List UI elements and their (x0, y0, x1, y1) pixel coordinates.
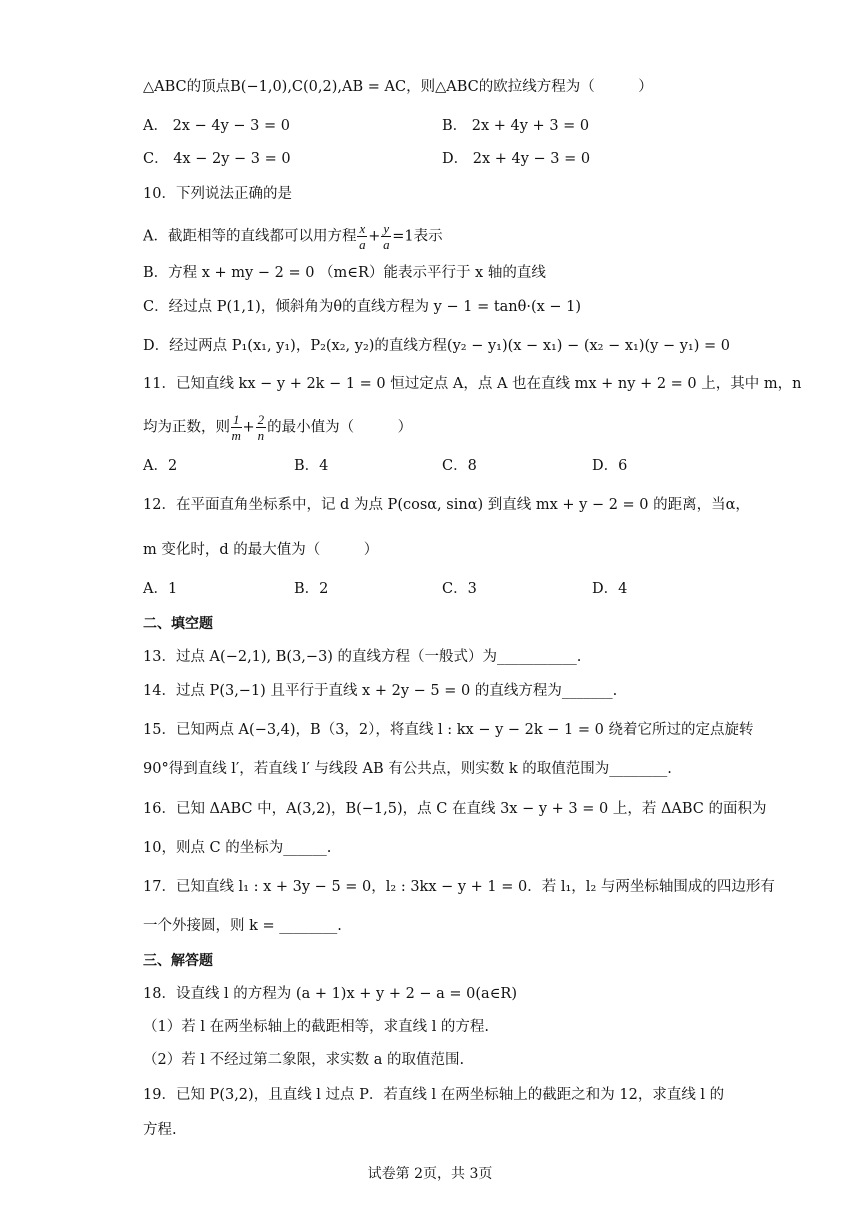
q18-part1: （1）若 l 在两坐标轴上的截距相等，求直线 l 的方程. (143, 1019, 490, 1035)
q9-option-b: B． 2x + 4y + 3 = 0 (442, 118, 590, 134)
section-fill-in-heading: 二、填空题 (143, 616, 213, 632)
q15-line2: 90°得到直线 l′，若直线 l′ 与线段 AB 有公共点，则实数 k 的取值范围为________. (143, 761, 672, 777)
q16-line1: 16．已知 ΔABC 中，A(3,2)，B(−1,5)，点 C 在直线 3x − y + 3 = 0 上，若 ΔABC 的面积为 (143, 801, 767, 817)
q13: 13．过点 A(−2,1), B(3,−3) 的直线方程（一般式）为___________. (143, 649, 582, 665)
q11-option-a: A．2 (143, 458, 178, 474)
q12-option-b: B．2 (294, 581, 329, 597)
q17-line2: 一个外接圆，则 k = ________. (143, 918, 342, 934)
q11-stem-line2 (143, 412, 412, 443)
q10-a-fraction-1 (357, 221, 367, 252)
q11-stem-line1: 11．已知直线 kx − y + 2k − 1 = 0 恒过定点 A，点 A 也在直线 mx + ny + 2 = 0 上，其中 m，n (143, 376, 802, 392)
fraction-denominator: n (257, 428, 265, 443)
q10-option-a (143, 221, 443, 252)
section-solution-heading: 三、解答题 (143, 953, 213, 969)
q12-stem-line1: 12．在平面直角坐标系中，记 d 为点 P(cosα, sinα) 到直线 mx + y − 2 = 0 的距离，当α， (143, 497, 750, 513)
q15-line1: 15．已知两点 A(−3,4)，B（3，2），将直线 l : kx − y − 2k − 1 = 0 绕着它所过的定点旋转 (143, 722, 754, 738)
q12-stem-line2: m 变化时，d 的最大值为（ ） (143, 542, 379, 558)
q9-option-a: A． 2x − 4y − 3 = 0 (143, 118, 290, 134)
q11-fraction-2 (256, 412, 267, 443)
q14: 14．过点 P(3,−1) 且平行于直线 x + 2y − 5 = 0 的直线方程为_______. (143, 683, 618, 699)
page-footer: 试卷第 2页，共 3页 (367, 1166, 493, 1182)
q9-option-c: C． 4x − 2y − 3 = 0 (143, 151, 291, 167)
q11-option-d: D．6 (592, 458, 628, 474)
plus-sign: + (242, 419, 255, 436)
fraction-numerator: 2 (257, 412, 265, 427)
fraction-numerator: y (383, 221, 390, 236)
q11-stem-prefix: 均为正数，则 (143, 419, 230, 436)
q9-option-d: D． 2x + 4y − 3 = 0 (442, 151, 591, 167)
fraction-denominator: a (383, 237, 390, 252)
fraction-denominator: a (359, 237, 366, 252)
q10-stem: 10．下列说法正确的是 (143, 186, 292, 202)
q9-stem: △ABC的顶点B(−1,0),C(0,2),AB = AC，则△ABC的欧拉线方程为（ ） (143, 79, 653, 95)
q17-line1: 17．已知直线 l₁ : x + 3y − 5 = 0，l₂ : 3kx − y + 1 = 0．若 l₁，l₂ 与两坐标轴围成的四边形有 (143, 879, 775, 895)
q10-option-c: C．经过点 P(1,1)，倾斜角为θ的直线方程为 y − 1 = tanθ·(x − 1) (143, 299, 582, 315)
q10-option-d: D．经过两点 P₁(x₁, y₁)，P₂(x₂, y₂)的直线方程(y₂ − y₁)(x − x₁) − (x₂ − x₁)(y − y₁) = 0 (143, 338, 730, 354)
q11-option-c: C．8 (442, 458, 477, 474)
q10-a-suffix: =1表示 (392, 228, 443, 245)
q12-option-c: C．3 (442, 581, 477, 597)
q11-fraction-1 (231, 412, 242, 443)
q10-a-prefix: A．截距相等的直线都可以用方程 (143, 228, 357, 245)
q19-line1: 19．已知 P(3,2)，且直线 l 过点 P．若直线 l 在两坐标轴上的截距之和为 12，求直线 l 的 (143, 1087, 725, 1103)
q19-line2: 方程. (143, 1122, 177, 1138)
fraction-numerator: 1 (233, 412, 240, 427)
q10-a-fraction-2 (381, 221, 391, 252)
q16-line2: 10，则点 C 的坐标为______. (143, 840, 332, 856)
q10-option-b: B．方程 x + my − 2 = 0 （m∈R）能表示平行于 x 轴的直线 (143, 265, 546, 281)
q12-option-a: A．1 (143, 581, 178, 597)
plus-sign: + (368, 228, 381, 245)
q12-option-d: D．4 (592, 581, 628, 597)
fraction-denominator: m (231, 428, 241, 443)
q18-part2: （2）若 l 不经过第二象限，求实数 a 的取值范围. (143, 1052, 465, 1068)
q18-stem: 18．设直线 l 的方程为 (a + 1)x + y + 2 − a = 0(a∈R) (143, 986, 518, 1002)
q11-option-b: B．4 (294, 458, 329, 474)
fraction-numerator: x (359, 221, 366, 236)
q11-stem-suffix: 的最小值为（ ） (267, 419, 413, 436)
